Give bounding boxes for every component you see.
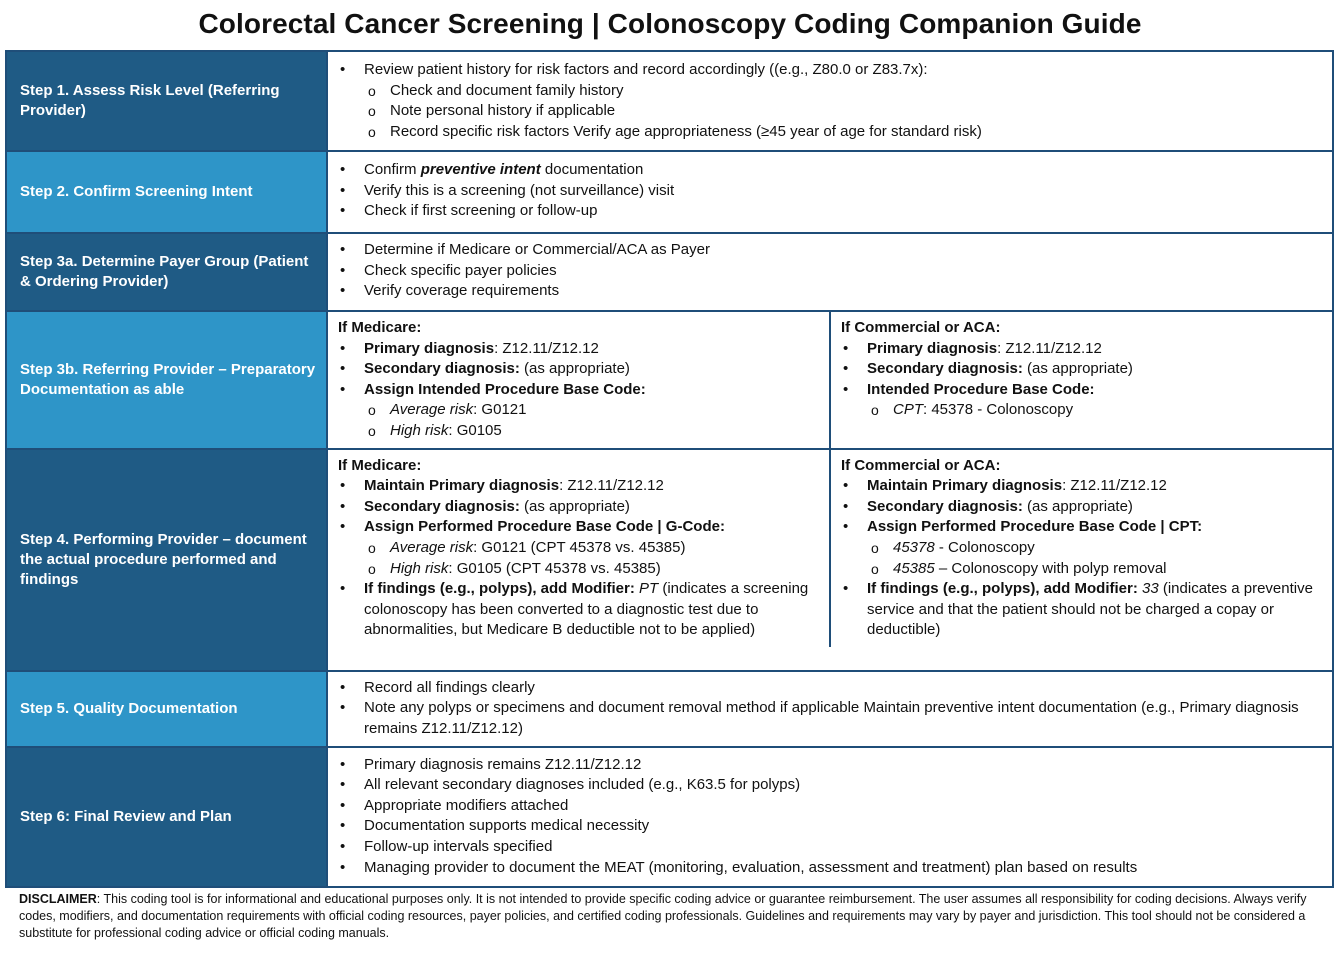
list-item: • Check if first screening or follow-up xyxy=(338,201,1322,222)
step-6-row xyxy=(6,747,1333,887)
step-2-label: Step 2. Confirm Screening Intent xyxy=(6,151,327,233)
list-item: o Average risk: G0121 (CPT 45378 vs. 45385) xyxy=(338,538,819,559)
step-1-row xyxy=(6,51,1333,151)
step-4-content xyxy=(327,449,1333,671)
list-item: • Assign Performed Procedure Base Code | CPT: xyxy=(841,517,1322,538)
commercial-column xyxy=(831,450,1332,647)
step-3b-row xyxy=(6,311,1333,449)
step-3a-content xyxy=(327,233,1333,311)
disclaimer-label: DISCLAIMER xyxy=(19,892,97,906)
list-item: o 45385 – Colonoscopy with polyp removal xyxy=(841,559,1322,580)
coding-guide-table xyxy=(5,50,1334,888)
list-item: • Intended Procedure Base Code: xyxy=(841,380,1322,401)
list-item: • All relevant secondary diagnoses included (e.g., K63.5 for polyps) xyxy=(338,775,1322,796)
step-4-label: Step 4. Performing Provider – document the actual procedure performed and findings xyxy=(6,449,327,671)
step-1-content xyxy=(327,51,1333,151)
list-item: • If findings (e.g., polyps), add Modifier: 33 (indicates a preventive service and that the patient should not be charged a copay or deductible) xyxy=(841,579,1322,641)
list-item: • Maintain Primary diagnosis: Z12.11/Z12.12 xyxy=(841,476,1322,497)
list-item: • Verify coverage requirements xyxy=(338,281,1322,302)
list-item: • Secondary diagnosis: (as appropriate) xyxy=(338,359,819,380)
step-3b-content xyxy=(327,311,1333,449)
list-item: • Note any polyps or specimens and document removal method if applicable Maintain preventive intent documentation (e.g., Primary diagnosis remains Z12.11/Z12.12) xyxy=(338,698,1322,739)
disclaimer-text: : This coding tool is for informational and educational purposes only. It is not intended to provide specific coding advice or guarantee reimbursement. The user assumes all responsibility for coding decisions. Always verify codes, modifiers, and documentation requirements with official coding resources, payer policies, and certified coding professionals. Guidelines and requirements may vary by payer and jurisdiction. This tool should not be considered a substitute for professional coding advice or official coding manuals. xyxy=(19,892,1307,940)
list-item: • Confirm preventive intent documentation xyxy=(338,160,1322,181)
step-4-row xyxy=(6,449,1333,671)
list-item: • Secondary diagnosis: (as appropriate) xyxy=(841,497,1322,518)
step-5-content xyxy=(327,671,1333,747)
list-item: • Verify this is a screening (not surveillance) visit xyxy=(338,181,1322,202)
medicare-column xyxy=(328,312,831,448)
step-5-row xyxy=(6,671,1333,747)
commercial-column xyxy=(831,312,1332,448)
list-item: • Record all findings clearly xyxy=(338,678,1322,699)
step-5-label: Step 5. Quality Documentation xyxy=(6,671,327,747)
list-item: • If findings (e.g., polyps), add Modifier: PT (indicates a screening colonoscopy has been converted to a diagnostic test due to abnormalities, but Medicare B deductible not to be applied) xyxy=(338,579,819,641)
list-item: • Appropriate modifiers attached xyxy=(338,796,1322,817)
list-item: o Note personal history if applicable xyxy=(338,101,1322,122)
list-item: • Secondary diagnosis: (as appropriate) xyxy=(841,359,1322,380)
list-item: • Documentation supports medical necessity xyxy=(338,816,1322,837)
list-item: • Managing provider to document the MEAT (monitoring, evaluation, assessment and treatment) plan based on results xyxy=(338,858,1322,879)
list-item: o High risk: G0105 xyxy=(338,421,819,442)
step-6-label: Step 6: Final Review and Plan xyxy=(6,747,327,887)
step-1-label: Step 1. Assess Risk Level (Referring Provider) xyxy=(6,51,327,151)
step-2-content xyxy=(327,151,1333,233)
list-item: • Assign Performed Procedure Base Code | G-Code: xyxy=(338,517,819,538)
list-item: • Assign Intended Procedure Base Code: xyxy=(338,380,819,401)
medicare-column xyxy=(328,450,831,647)
commercial-header: If Commercial or ACA: xyxy=(841,456,1001,474)
step-6-content xyxy=(327,747,1333,887)
list-item: • Follow-up intervals specified xyxy=(338,837,1322,858)
step-3a-label: Step 3a. Determine Payer Group (Patient & Ordering Provider) xyxy=(6,233,327,311)
list-item: • Primary diagnosis: Z12.11/Z12.12 xyxy=(841,339,1322,360)
disclaimer xyxy=(19,891,1319,942)
list-item: • Primary diagnosis remains Z12.11/Z12.12 xyxy=(338,755,1322,776)
step-3a-row xyxy=(6,233,1333,311)
list-item: o 45378 - Colonoscopy xyxy=(841,538,1322,559)
list-item: o CPT: 45378 - Colonoscopy xyxy=(841,400,1322,421)
medicare-header: If Medicare: xyxy=(338,456,422,474)
page-title: Colorectal Cancer Screening | Colonoscopy Coding Companion Guide xyxy=(198,8,1142,39)
step-2-row xyxy=(6,151,1333,233)
list-item: • Maintain Primary diagnosis: Z12.11/Z12.12 xyxy=(338,476,819,497)
step-3b-label: Step 3b. Referring Provider – Preparatory Documentation as able xyxy=(6,311,327,449)
list-item: o Check and document family history xyxy=(338,81,1322,102)
list-item: o Record specific risk factors Verify age appropriateness (≥45 year of age for standard risk) xyxy=(338,122,1322,143)
list-item: • Determine if Medicare or Commercial/ACA as Payer xyxy=(338,240,1322,261)
medicare-header: If Medicare: xyxy=(338,319,422,336)
list-item: • Secondary diagnosis: (as appropriate) xyxy=(338,497,819,518)
list-item: • Primary diagnosis: Z12.11/Z12.12 xyxy=(338,339,819,360)
list-item: o Average risk: G0121 xyxy=(338,400,819,421)
list-item: • Review patient history for risk factors and record accordingly ((e.g., Z80.0 or Z83.7x): xyxy=(338,60,1322,81)
commercial-header: If Commercial or ACA: xyxy=(841,319,1001,336)
list-item: o High risk: G0105 (CPT 45378 vs. 45385) xyxy=(338,559,819,580)
list-item: • Check specific payer policies xyxy=(338,261,1322,282)
